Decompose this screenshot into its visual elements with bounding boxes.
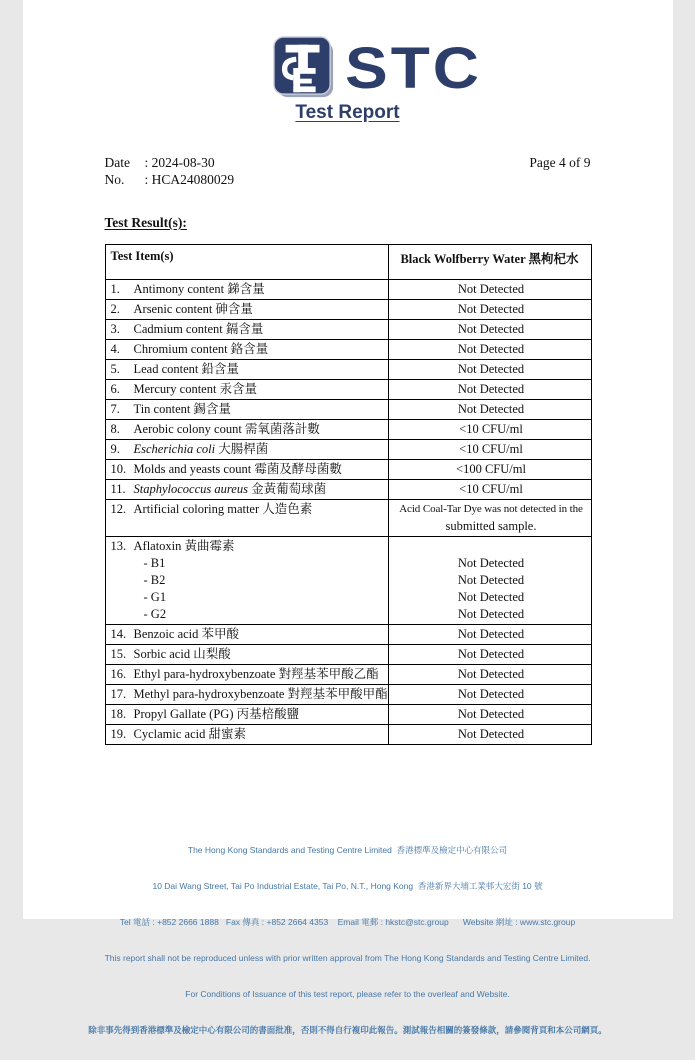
test-item-cell xyxy=(105,625,388,645)
item-name: Methyl para-hydroxybenzoate 對羥基苯甲酸甲酯 xyxy=(134,687,388,701)
test-item-text xyxy=(111,501,386,518)
result-value: <10 CFU/ml xyxy=(394,421,589,438)
test-results-table xyxy=(105,244,592,745)
row-number: 8. xyxy=(111,421,134,438)
test-item-cell xyxy=(105,420,388,440)
test-item-cell xyxy=(105,537,388,625)
result-cell xyxy=(388,705,591,725)
result-value: Not Detected xyxy=(394,301,589,318)
test-item-cell xyxy=(105,705,388,725)
footer-notice-line-1: This report shall not be reproduced unless with prior written approval from The Hong Kong Standards and Testing Centre Limited. xyxy=(23,952,673,964)
result-cell xyxy=(388,480,591,500)
result-value: Not Detected xyxy=(394,321,589,338)
row-number: 11. xyxy=(111,481,134,498)
table-row xyxy=(105,420,591,440)
result-cell xyxy=(388,280,591,300)
table-row xyxy=(105,625,591,645)
item-name: Arsenic content 砷含量 xyxy=(134,302,253,316)
test-item-text xyxy=(111,626,386,643)
date-line xyxy=(105,154,235,171)
item-name: 大腸桿菌 xyxy=(215,442,268,456)
item-name: Artificial coloring matter 人造色素 xyxy=(134,502,313,516)
result-spacer xyxy=(394,538,589,555)
report-title: Test Report xyxy=(23,102,673,124)
test-item-cell xyxy=(105,380,388,400)
stc-seal-icon xyxy=(273,36,335,100)
item-name: Chromium content 鉻含量 xyxy=(134,342,269,356)
table-row xyxy=(105,300,591,320)
item-name: Molds and yeasts count 霉菌及酵母菌數 xyxy=(134,462,342,476)
row-number: 6. xyxy=(111,381,134,398)
footer-notice-line-chinese: 除非事先得到香港標準及檢定中心有限公司的書面批准，否則不得自行複印此報告。測試報告相關的簽發條款，請參閱背頁和本公司網頁。 xyxy=(23,1024,673,1036)
result-value: Not Detected xyxy=(394,726,589,743)
item-name: Lead content 鉛含量 xyxy=(134,362,240,376)
test-item-text xyxy=(111,441,386,458)
footer-address-line: 10 Dai Wang Street, Tai Po Industrial Estate, Tai Po, N.T., Hong Kong 香港新界大埔工業邨大宏街 10 號 xyxy=(23,880,673,892)
footer-notice-line-2: For Conditions of Issuance of this test report, please refer to the overleaf and Website. xyxy=(23,988,673,1000)
result-value: Not Detected xyxy=(394,555,589,572)
row-number: 9. xyxy=(111,441,134,458)
result-value: Acid Coal-Tar Dye was not detected in the xyxy=(394,501,589,518)
test-item-cell xyxy=(105,400,388,420)
footer-contact-line: Tel 電話 : +852 2666 1888 Fax 傳真 : +852 2664 4353 Email 電郵 : hkstc@stc.group Website 網址 : www.stc.group xyxy=(23,916,673,928)
table-header-row xyxy=(105,245,591,280)
row-number: 13. xyxy=(111,538,134,555)
table-row xyxy=(105,280,591,300)
row-number: 18. xyxy=(111,706,134,723)
table-row xyxy=(105,685,591,705)
test-item-cell xyxy=(105,320,388,340)
table-row xyxy=(105,320,591,340)
table-row xyxy=(105,460,591,480)
sub-item-label: - B2 xyxy=(111,572,386,589)
test-item-text xyxy=(111,361,386,378)
result-cell xyxy=(388,500,591,537)
test-item-cell xyxy=(105,665,388,685)
result-cell xyxy=(388,360,591,380)
report-meta xyxy=(105,154,591,188)
result-value: Not Detected xyxy=(394,281,589,298)
test-item-text xyxy=(111,421,386,438)
footer-company-line: The Hong Kong Standards and Testing Centre Limited 香港標準及檢定中心有限公司 xyxy=(23,844,673,856)
result-value: Not Detected xyxy=(394,626,589,643)
result-value: Not Detected xyxy=(394,401,589,418)
test-item-cell xyxy=(105,460,388,480)
table-row xyxy=(105,360,591,380)
test-report-page xyxy=(23,0,673,919)
table-row xyxy=(105,380,591,400)
row-number: 3. xyxy=(111,321,134,338)
sub-item-label: - G2 xyxy=(111,606,386,623)
stc-logo xyxy=(53,0,695,100)
species-name: Staphylococcus aureus xyxy=(134,482,248,496)
table-row xyxy=(105,400,591,420)
test-item-text xyxy=(111,381,386,398)
species-name: Escherichia coli xyxy=(134,442,216,456)
result-cell xyxy=(388,685,591,705)
table-row xyxy=(105,665,591,685)
item-name: Tin content 錫含量 xyxy=(134,402,231,416)
result-cell xyxy=(388,537,591,625)
item-name: Benzoic acid 苯甲酸 xyxy=(134,627,240,641)
result-value: Not Detected xyxy=(394,381,589,398)
item-name: Cadmium content 鎘含量 xyxy=(134,322,264,336)
result-value: Not Detected xyxy=(394,341,589,358)
result-cell xyxy=(388,625,591,645)
test-item-cell xyxy=(105,645,388,665)
table-row xyxy=(105,440,591,460)
test-item-text xyxy=(111,646,386,663)
result-cell xyxy=(388,380,591,400)
test-item-text xyxy=(111,461,386,478)
test-item-cell xyxy=(105,360,388,380)
result-value: Not Detected xyxy=(394,666,589,683)
row-number: 16. xyxy=(111,666,134,683)
test-item-text xyxy=(111,706,386,723)
result-cell xyxy=(388,440,591,460)
test-item-text xyxy=(111,481,386,498)
test-item-text xyxy=(111,281,386,298)
item-name: Antimony content 銻含量 xyxy=(134,282,265,296)
result-value: submitted sample. xyxy=(394,518,589,535)
test-item-cell xyxy=(105,280,388,300)
table-row xyxy=(105,645,591,665)
item-name: Aerobic colony count 需氧菌落計數 xyxy=(134,422,320,436)
result-cell xyxy=(388,460,591,480)
test-item-cell xyxy=(105,300,388,320)
test-item-text xyxy=(111,538,386,555)
item-name: Aflatoxin 黃曲霉素 xyxy=(134,539,235,553)
section-title: Test Result(s): xyxy=(105,215,591,231)
test-item-cell xyxy=(105,500,388,537)
result-cell xyxy=(388,725,591,745)
test-item-cell xyxy=(105,480,388,500)
item-name: Mercury content 汞含量 xyxy=(134,382,258,396)
result-value: Not Detected xyxy=(394,646,589,663)
result-value: <10 CFU/ml xyxy=(394,441,589,458)
row-number: 2. xyxy=(111,301,134,318)
item-name: Sorbic acid 山梨酸 xyxy=(134,647,231,661)
table-row xyxy=(105,500,591,537)
table-row xyxy=(105,537,591,625)
results-table-body xyxy=(105,280,591,745)
test-item-text xyxy=(111,301,386,318)
result-value: Not Detected xyxy=(394,589,589,606)
row-number: 15. xyxy=(111,646,134,663)
date-value: : 2024-08-30 xyxy=(145,155,215,170)
item-name: Ethyl para-hydroxybenzoate 對羥基苯甲酸乙酯 xyxy=(134,667,379,681)
row-number: 19. xyxy=(111,726,134,743)
test-item-text xyxy=(111,666,386,683)
test-item-text xyxy=(111,341,386,358)
sub-item-label: - G1 xyxy=(111,589,386,606)
table-row xyxy=(105,725,591,745)
table-row xyxy=(105,480,591,500)
column-header-sample: Black Wolfberry Water 黑枸杞水 xyxy=(388,245,591,280)
result-value: Not Detected xyxy=(394,686,589,703)
item-name: Cyclamic acid 甜蜜素 xyxy=(134,727,246,741)
test-item-text xyxy=(111,686,386,703)
result-cell xyxy=(388,665,591,685)
report-no-label: No. xyxy=(105,171,145,188)
result-cell xyxy=(388,320,591,340)
test-item-text xyxy=(111,726,386,743)
row-number: 14. xyxy=(111,626,134,643)
table-row xyxy=(105,340,591,360)
stc-logo-text: STC xyxy=(345,41,482,94)
result-cell xyxy=(388,400,591,420)
report-footer xyxy=(23,820,673,1060)
row-number: 10. xyxy=(111,461,134,478)
result-cell xyxy=(388,645,591,665)
row-number: 7. xyxy=(111,401,134,418)
result-value: Not Detected xyxy=(394,606,589,623)
result-value: <100 CFU/ml xyxy=(394,461,589,478)
row-number: 4. xyxy=(111,341,134,358)
test-item-cell xyxy=(105,440,388,460)
sub-item-label: - B1 xyxy=(111,555,386,572)
result-cell xyxy=(388,420,591,440)
result-cell xyxy=(388,300,591,320)
item-name: 金黃葡萄球菌 xyxy=(248,482,326,496)
result-value: <10 CFU/ml xyxy=(394,481,589,498)
item-name: Propyl Gallate (PG) 丙基棓酸鹽 xyxy=(134,707,300,721)
page-indicator: Page 4 of 9 xyxy=(529,154,590,171)
row-number: 5. xyxy=(111,361,134,378)
column-header-test-items: Test Item(s) xyxy=(105,245,388,280)
result-cell xyxy=(388,340,591,360)
test-item-cell xyxy=(105,340,388,360)
test-item-cell xyxy=(105,685,388,705)
test-item-text xyxy=(111,401,386,418)
report-no-value: : HCA24080029 xyxy=(145,172,235,187)
report-no-line xyxy=(105,171,235,188)
meta-left xyxy=(105,154,235,188)
row-number: 12. xyxy=(111,501,134,518)
date-label: Date xyxy=(105,154,145,171)
row-number: 17. xyxy=(111,686,134,703)
result-value: Not Detected xyxy=(394,572,589,589)
test-item-text xyxy=(111,321,386,338)
result-value: Not Detected xyxy=(394,361,589,378)
table-row xyxy=(105,705,591,725)
row-number: 1. xyxy=(111,281,134,298)
test-item-cell xyxy=(105,725,388,745)
result-value: Not Detected xyxy=(394,706,589,723)
